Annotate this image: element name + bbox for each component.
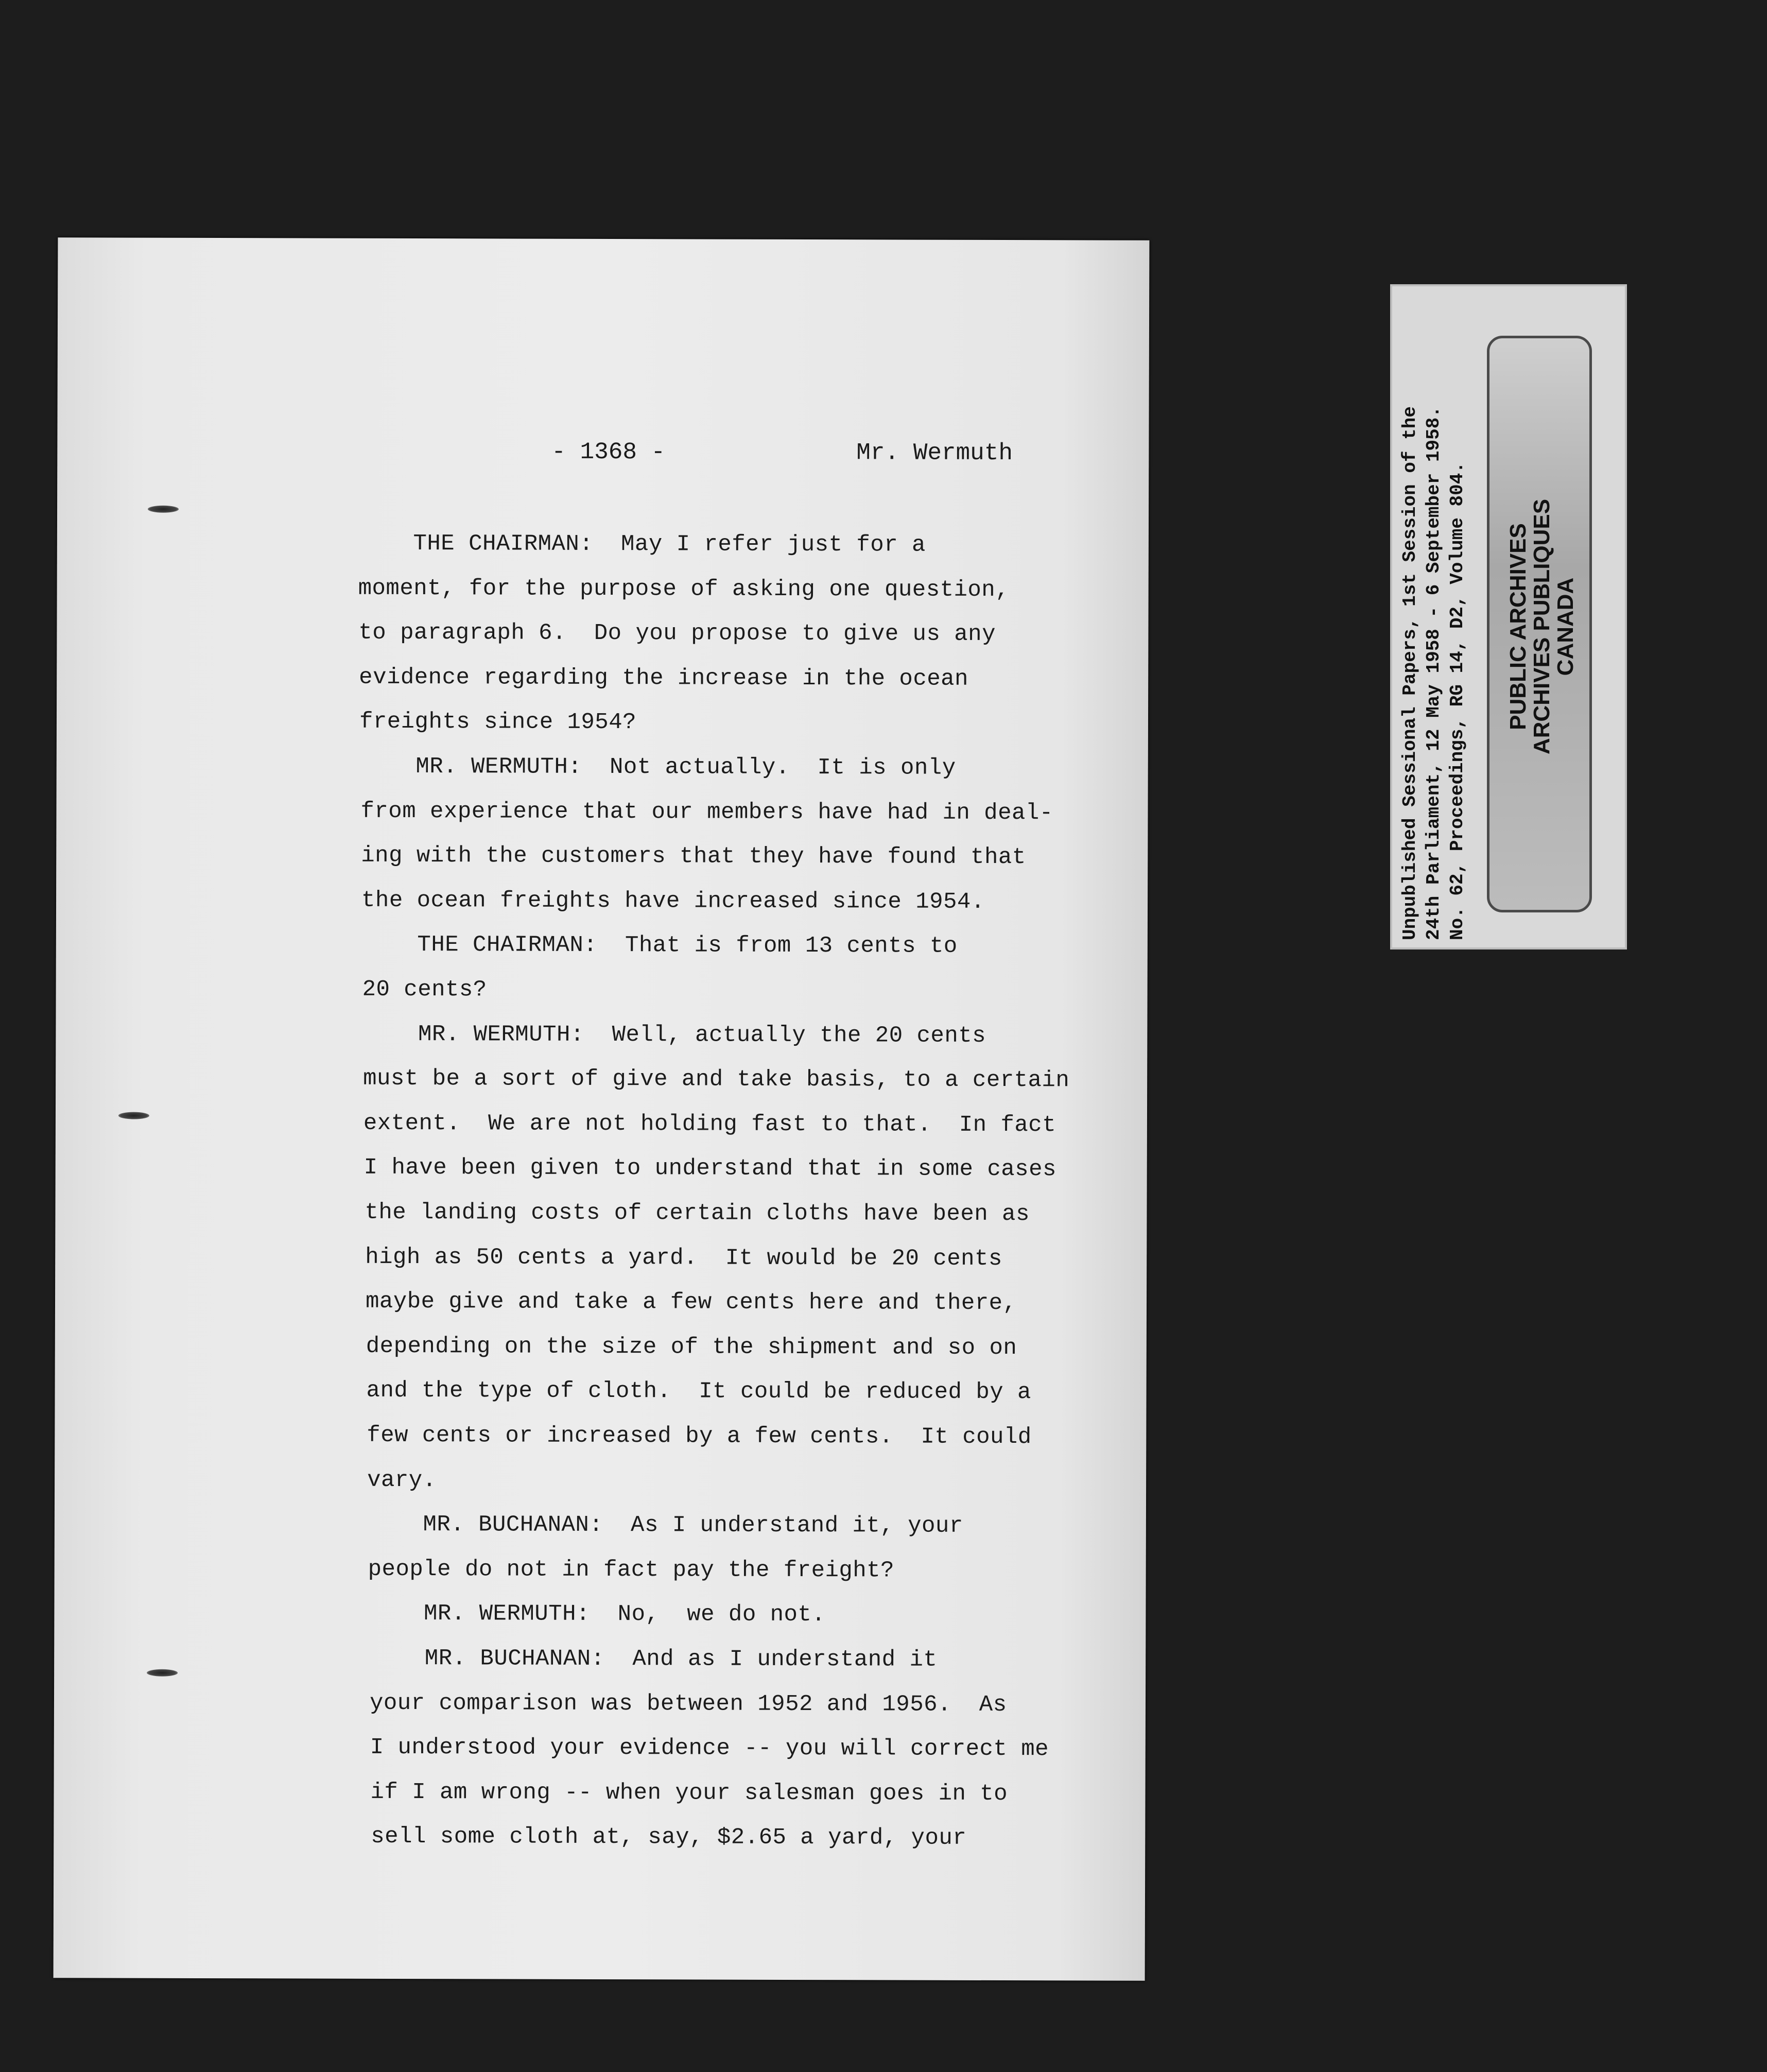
transcript-line: maybe give and take a few cents here and there, bbox=[365, 1288, 1017, 1317]
citation-line: Unpublished Sessional Papers, 1st Session of the bbox=[1399, 406, 1420, 940]
transcript-line: THE CHAIRMAN: May I refer just for a bbox=[357, 530, 926, 558]
transcript-line: high as 50 cents a yard. It would be 20 cents bbox=[365, 1244, 1002, 1272]
stamp-text bbox=[1489, 338, 1595, 915]
transcript-line: from experience that our members have had in deal- bbox=[360, 798, 1053, 826]
transcript-line: I understood your evidence -- you will correct me bbox=[370, 1734, 1049, 1763]
transcript-line: MR. WERMUTH: No, we do not. bbox=[368, 1600, 826, 1628]
transcript-line: MR. BUCHANAN: And as I understand it bbox=[369, 1645, 938, 1673]
speaker-header: Mr. Wermuth bbox=[856, 439, 1013, 467]
transcript-line: moment, for the purpose of asking one question, bbox=[358, 575, 1010, 603]
punch-hole bbox=[118, 1112, 149, 1119]
transcript-line: freights since 1954? bbox=[359, 709, 637, 736]
transcript-line: 20 cents? bbox=[362, 976, 487, 1003]
stamp-line: ARCHIVES PUBLIQUES bbox=[1529, 498, 1554, 755]
citation-line: 24th Parliament, 12 May 1958 - 6 September 1958. bbox=[1423, 406, 1444, 940]
page-number: - 1368 - bbox=[551, 438, 666, 466]
archive-citation bbox=[1398, 286, 1481, 952]
transcript-line: must be a sort of give and take basis, to a certain bbox=[363, 1065, 1070, 1094]
transcript-line: depending on the size of the shipment and so on bbox=[366, 1333, 1017, 1361]
transcript-line: the landing costs of certain cloths have been as bbox=[365, 1199, 1030, 1228]
transcript-line: people do not in fact pay the freight? bbox=[368, 1556, 895, 1584]
stamp-line: CANADA bbox=[1553, 577, 1578, 676]
transcript-line: vary. bbox=[367, 1467, 437, 1494]
punch-hole bbox=[147, 1669, 178, 1677]
transcript-line: extent. We are not holding fast to that. In fact bbox=[363, 1110, 1056, 1138]
document-page bbox=[54, 237, 1150, 1981]
transcript-line: sell some cloth at, say, $2.65 a yard, your bbox=[371, 1823, 967, 1851]
transcript-line: I have been given to understand that in some cases bbox=[363, 1154, 1056, 1183]
transcript-line: if I am wrong -- when your salesman goes in to bbox=[370, 1779, 1008, 1807]
archives-stamp bbox=[1487, 336, 1592, 912]
transcript-line: few cents or increased by a few cents. It could bbox=[367, 1422, 1032, 1451]
transcript-line: MR. WERMUTH: Well, actually the 20 cents bbox=[362, 1021, 986, 1049]
transcript-line: THE CHAIRMAN: That is from 13 cents to bbox=[361, 931, 958, 959]
transcript-line: the ocean freights have increased since 1954. bbox=[361, 887, 985, 915]
transcript-line: MR. WERMUTH: Not actually. It is only bbox=[360, 753, 956, 781]
transcript-line: to paragraph 6. Do you propose to give us any bbox=[358, 619, 996, 648]
transcript-line: ing with the customers that they have found that bbox=[361, 842, 1026, 871]
transcript-line: MR. BUCHANAN: As I understand it, your bbox=[367, 1511, 963, 1539]
archive-label bbox=[1390, 284, 1627, 949]
transcript-line: your comparison was between 1952 and 1956. As bbox=[369, 1690, 1007, 1718]
punch-hole bbox=[148, 506, 179, 513]
stamp-line: PUBLIC ARCHIVES bbox=[1505, 523, 1531, 730]
transcript-line: and the type of cloth. It could be reduced by a bbox=[366, 1377, 1032, 1406]
citation-line: No. 62, Proceedings, RG 14, D2, Volume 804. bbox=[1447, 462, 1468, 940]
transcript-line: evidence regarding the increase in the ocean bbox=[359, 664, 969, 692]
